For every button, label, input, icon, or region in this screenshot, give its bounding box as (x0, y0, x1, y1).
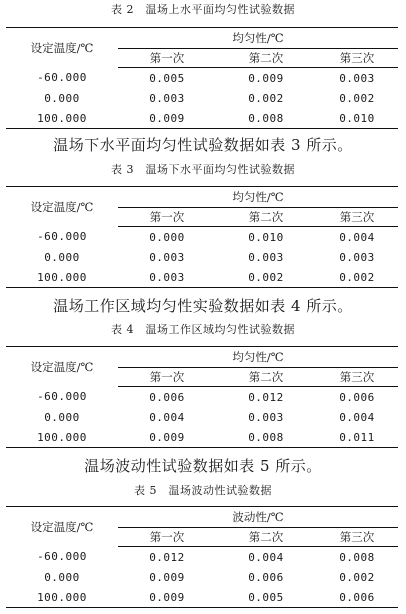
uniformity-header: 均匀性/℃ (118, 187, 398, 208)
value-cell: 0.012 (248, 390, 284, 404)
value-cell: 0.008 (339, 550, 375, 564)
value-cell: 0.006 (149, 390, 185, 404)
uniformity-header: 均匀性/℃ (118, 347, 398, 368)
paragraph-text: 温场下水平面均匀性试验数据如表 3 所示。 (53, 136, 353, 154)
set-temp-cell: -60.000 (37, 230, 87, 244)
set-temp-cell: -60.000 (37, 550, 87, 564)
value-cell: 0.009 (118, 587, 216, 608)
table-2 (6, 27, 398, 129)
table-row (6, 247, 398, 267)
table-row (6, 108, 398, 129)
value-cell: 0.003 (339, 71, 375, 85)
value-cell: 0.004 (149, 410, 185, 424)
round-2-header: 第二次 (216, 208, 316, 227)
table-4-caption: 表 4 温场工作区域均匀性试验数据 (111, 323, 295, 336)
set-temp-cell: 0.000 (44, 410, 80, 424)
value-cell: 0.002 (248, 91, 284, 105)
table-row (6, 267, 398, 288)
value-cell: 0.009 (118, 427, 216, 448)
set-temp-cell: 100.000 (6, 267, 118, 288)
set-temp-cell: 100.000 (6, 108, 118, 129)
set-temp-cell: 0.000 (44, 91, 80, 105)
table-3 (6, 186, 398, 288)
value-cell: 0.003 (149, 91, 185, 105)
set-temp-cell: -60.000 (37, 390, 87, 404)
fluctuation-header: 波动性/℃ (118, 507, 398, 528)
round-3-header: 第三次 (316, 368, 398, 387)
round-2-header: 第二次 (216, 49, 316, 68)
value-cell: 0.012 (149, 550, 185, 564)
set-temp-cell: 100.000 (6, 587, 118, 608)
value-cell: 0.005 (216, 587, 316, 608)
value-cell: 0.002 (316, 267, 398, 288)
value-cell: 0.010 (248, 230, 284, 244)
value-cell: 0.009 (248, 71, 284, 85)
value-cell: 0.008 (216, 108, 316, 129)
table-row (6, 387, 398, 408)
table-5 (6, 506, 398, 608)
value-cell: 0.008 (216, 427, 316, 448)
paragraph-text: 温场波动性试验数据如表 5 所示。 (84, 457, 322, 475)
set-temp-header: 设定温度/℃ (6, 28, 118, 68)
table-3-caption: 表 3 温场下水平面均匀性试验数据 (111, 163, 295, 176)
round-3-header: 第三次 (316, 208, 398, 227)
value-cell: 0.003 (248, 250, 284, 264)
table-row (6, 587, 398, 608)
table-row (6, 567, 398, 587)
round-1-header: 第一次 (118, 49, 216, 68)
value-cell: 0.003 (149, 250, 185, 264)
round-3-header: 第三次 (316, 49, 398, 68)
table-5-caption: 表 5 温场波动性试验数据 (134, 484, 272, 497)
round-3-header: 第三次 (316, 528, 398, 547)
value-cell: 0.009 (118, 108, 216, 129)
round-2-header: 第二次 (216, 528, 316, 547)
table-row (6, 407, 398, 427)
value-cell: 0.006 (339, 390, 375, 404)
value-cell: 0.002 (216, 267, 316, 288)
value-cell: 0.002 (339, 570, 375, 584)
table-2-caption: 表 2 温场上水平面均匀性试验数据 (111, 3, 295, 16)
value-cell: 0.010 (316, 108, 398, 129)
set-temp-cell: 0.000 (44, 570, 80, 584)
set-temp-header: 设定温度/℃ (6, 187, 118, 227)
value-cell: 0.009 (149, 570, 185, 584)
paragraph-text: 温场工作区域均匀性实验数据如表 4 所示。 (53, 297, 353, 315)
table-row (6, 547, 398, 568)
uniformity-header: 均匀性/℃ (118, 28, 398, 49)
round-1-header: 第一次 (118, 208, 216, 227)
table-row (6, 427, 398, 448)
table-row (6, 227, 398, 248)
value-cell: 0.011 (316, 427, 398, 448)
table-row (6, 68, 398, 89)
value-cell: 0.003 (248, 410, 284, 424)
set-temp-header: 设定温度/℃ (6, 347, 118, 387)
value-cell: 0.004 (339, 230, 375, 244)
round-1-header: 第一次 (118, 368, 216, 387)
value-cell: 0.003 (118, 267, 216, 288)
value-cell: 0.005 (149, 71, 185, 85)
value-cell: 0.000 (149, 230, 185, 244)
round-1-header: 第一次 (118, 528, 216, 547)
value-cell: 0.002 (339, 91, 375, 105)
set-temp-cell: -60.000 (37, 71, 87, 85)
table-4 (6, 346, 398, 448)
set-temp-cell: 100.000 (6, 427, 118, 448)
value-cell: 0.006 (316, 587, 398, 608)
value-cell: 0.004 (339, 410, 375, 424)
value-cell: 0.003 (339, 250, 375, 264)
value-cell: 0.006 (248, 570, 284, 584)
round-2-header: 第二次 (216, 368, 316, 387)
value-cell: 0.004 (248, 550, 284, 564)
set-temp-cell: 0.000 (44, 250, 80, 264)
table-row (6, 88, 398, 108)
set-temp-header: 设定温度/℃ (6, 507, 118, 547)
